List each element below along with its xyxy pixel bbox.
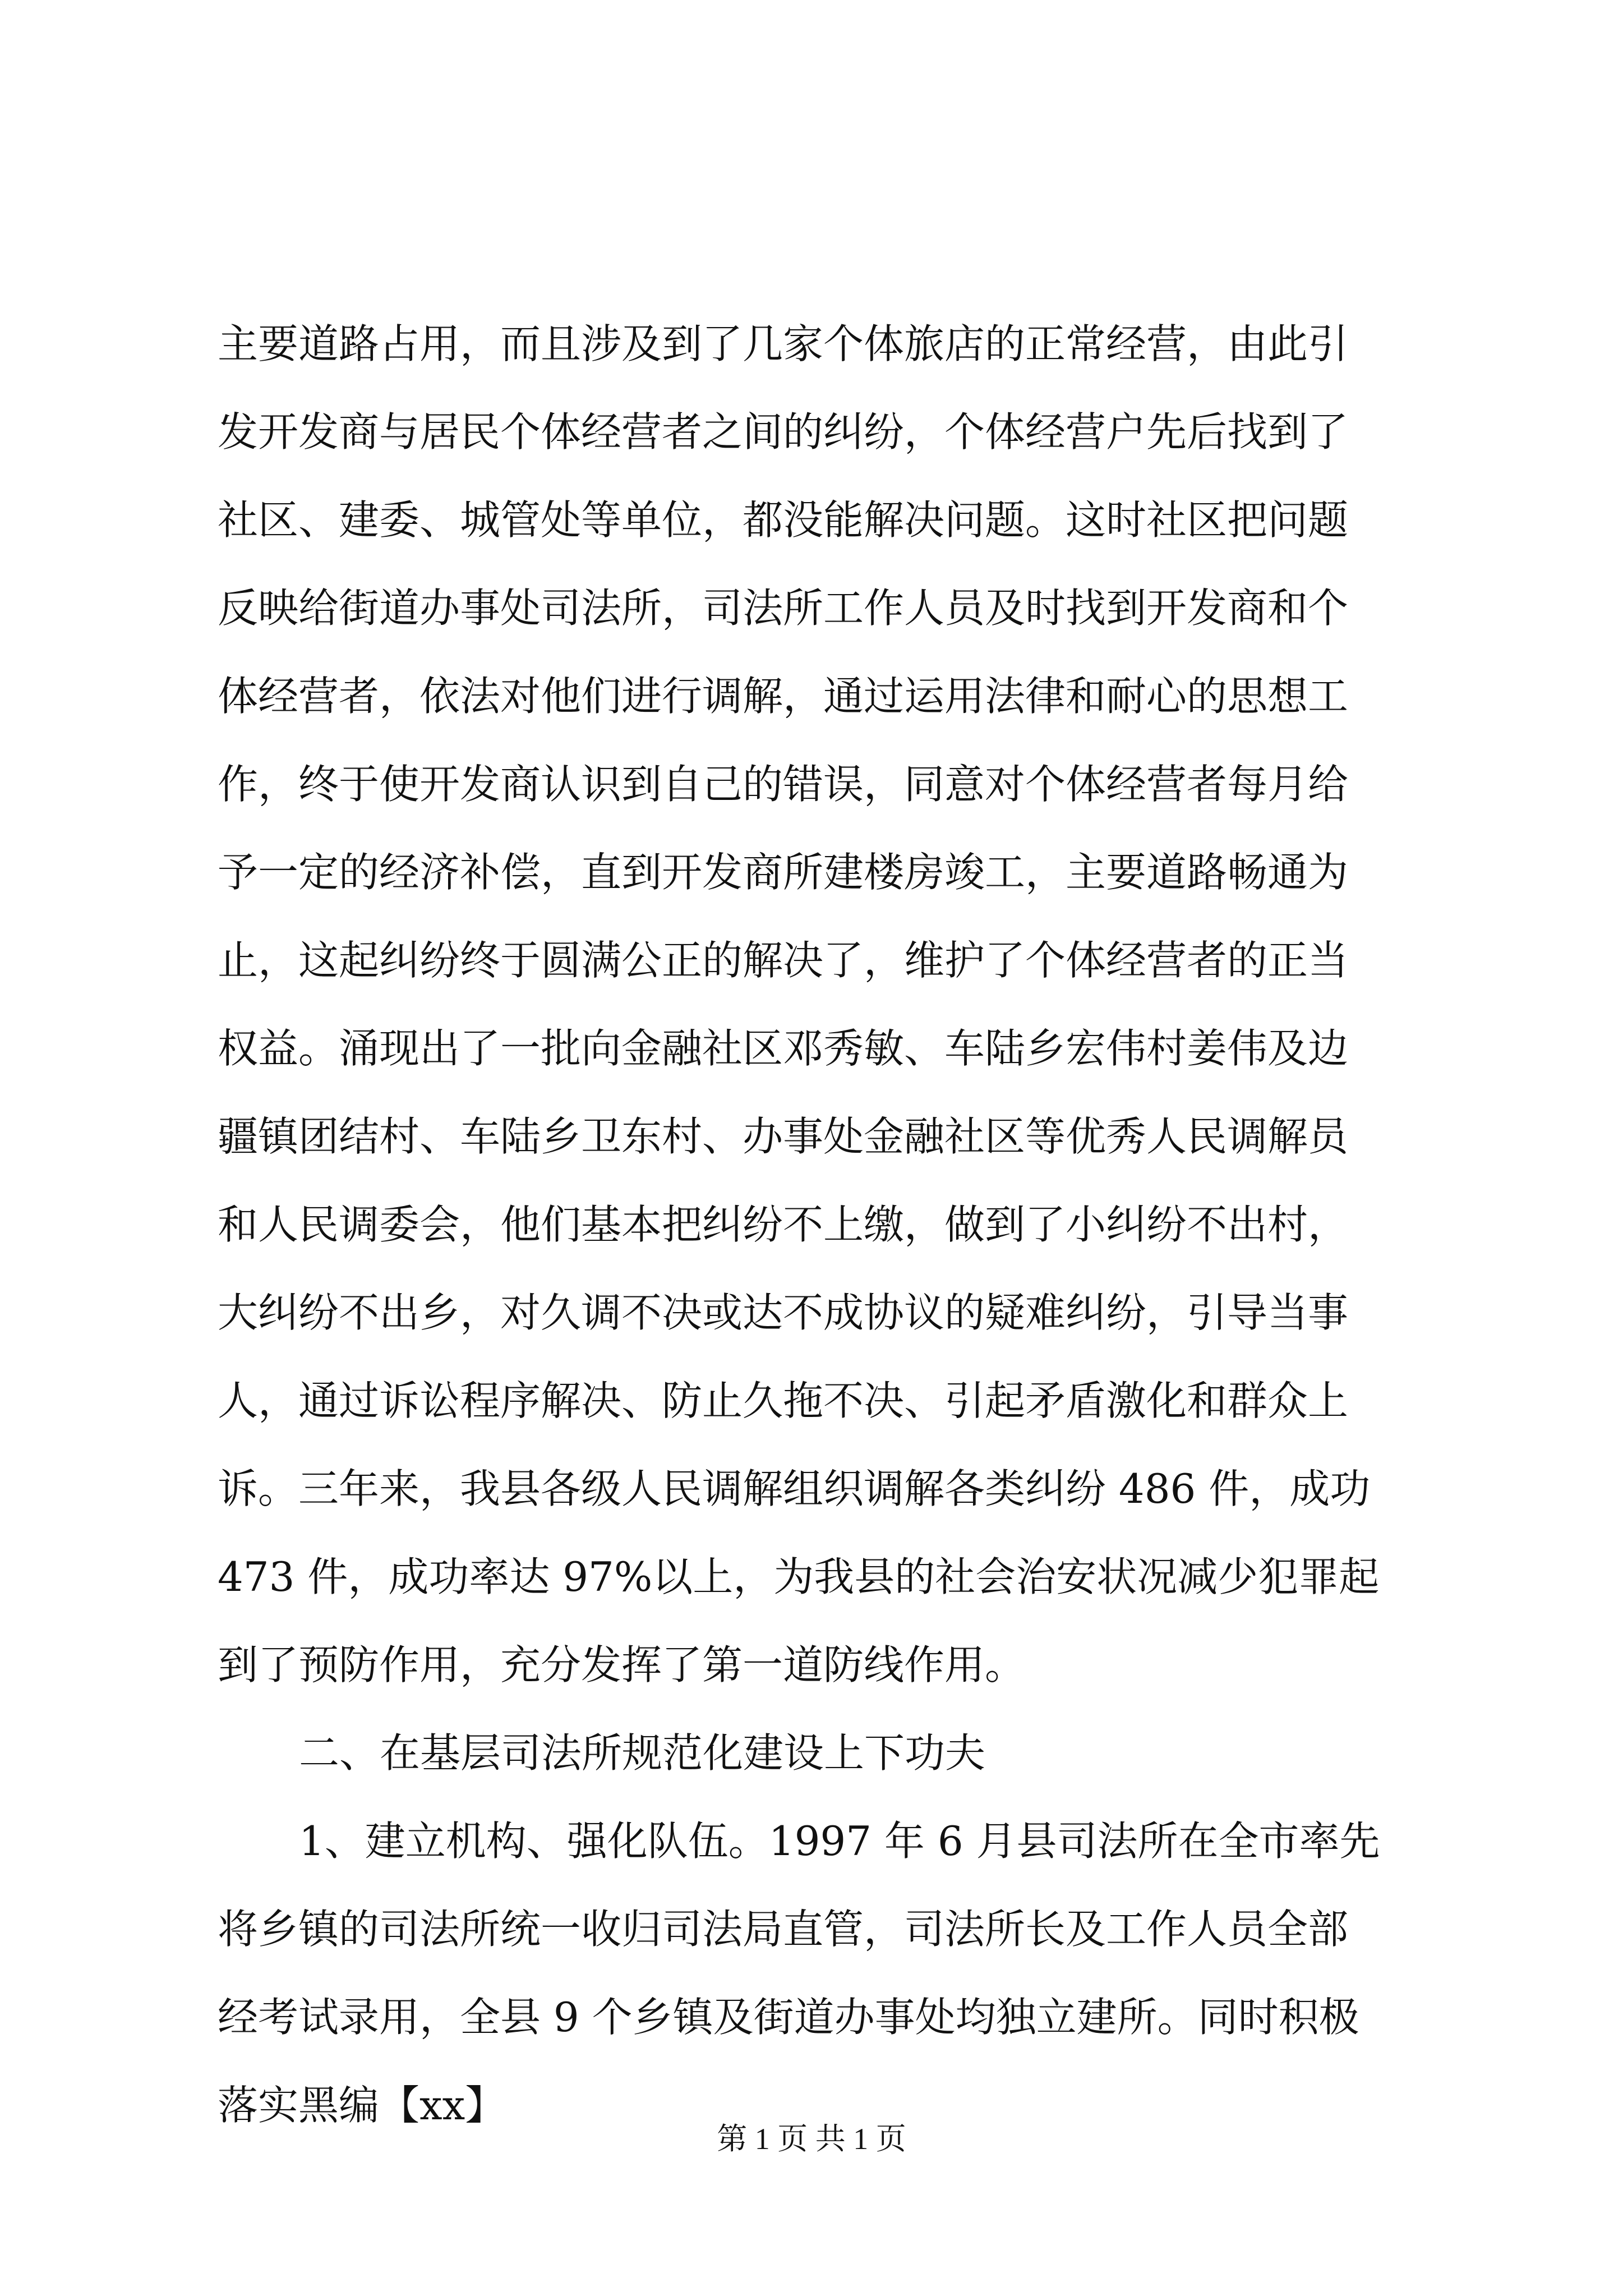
- text-line: 作，终于使开发商认识到自己的错误，同意对个体经营者每月给: [218, 761, 1349, 808]
- text-line: 止，这起纠纷终于圆满公正的解决了，维护了个体经营者的正当: [218, 937, 1349, 984]
- text-line: 体经营者，依法对他们进行调解，通过运用法律和耐心的思想工: [218, 673, 1349, 720]
- text-line: 疆镇团结村、车陆乡卫东村、办事处金融社区等优秀人民调解员: [218, 1113, 1349, 1160]
- text-line: 反映给街道办事处司法所，司法所工作人员及时找到开发商和个: [218, 585, 1349, 632]
- document-body: [218, 300, 1423, 2150]
- text-line: 发开发商与居民个体经营者之间的纠纷，个体经营户先后找到了: [218, 408, 1349, 455]
- text-line: 予一定的经济补偿，直到开发商所建楼房竣工，主要道路畅通为: [218, 849, 1349, 896]
- text-line: 权益。涌现出了一批向金融社区邓秀敏、车陆乡宏伟村姜伟及边: [218, 1025, 1349, 1072]
- text-line: 主要道路占用，而且涉及到了几家个体旅店的正常经营，由此引: [218, 320, 1349, 367]
- page-footer: 第 1 页 共 1 页: [717, 2122, 906, 2156]
- text-line: 社区、建委、城管处等单位，都没能解决问题。这时社区把问题: [218, 496, 1349, 544]
- text-line: 大纠纷不出乡，对久调不决或达不成协议的疑难纠纷，引导当事: [218, 1289, 1349, 1336]
- text-line: 人，通过诉讼程序解决、防止久拖不决、引起矛盾激化和群众上: [218, 1377, 1349, 1424]
- text-line: 473 件，成功率达 97%以上，为我县的社会治安状况减少犯罪起: [218, 1553, 1380, 1600]
- section-heading: 二、在基层司法所规范化建设上下功夫: [299, 1729, 986, 1777]
- text-line: 落实黑编【xx】: [218, 2082, 506, 2129]
- text-line: 经考试录用，全县 9 个乡镇及街道办事处均独立建所。同时积极: [218, 1994, 1359, 2041]
- text-line: 和人民调委会，他们基本把纠纷不上缴，做到了小纠纷不出村，: [218, 1201, 1349, 1248]
- text-line: 到了预防作用，充分发挥了第一道防线作用。: [218, 1641, 1026, 1688]
- text-line: 诉。三年来，我县各级人民调解组织调解各类纠纷 486 件，成功: [218, 1465, 1371, 1512]
- text-line: 1、建立机构、强化队伍。1997 年 6 月县司法所在全市率先: [299, 1818, 1380, 1865]
- text-line: 将乡镇的司法所统一收归司法局直管，司法所长及工作人员全部: [218, 1906, 1349, 1953]
